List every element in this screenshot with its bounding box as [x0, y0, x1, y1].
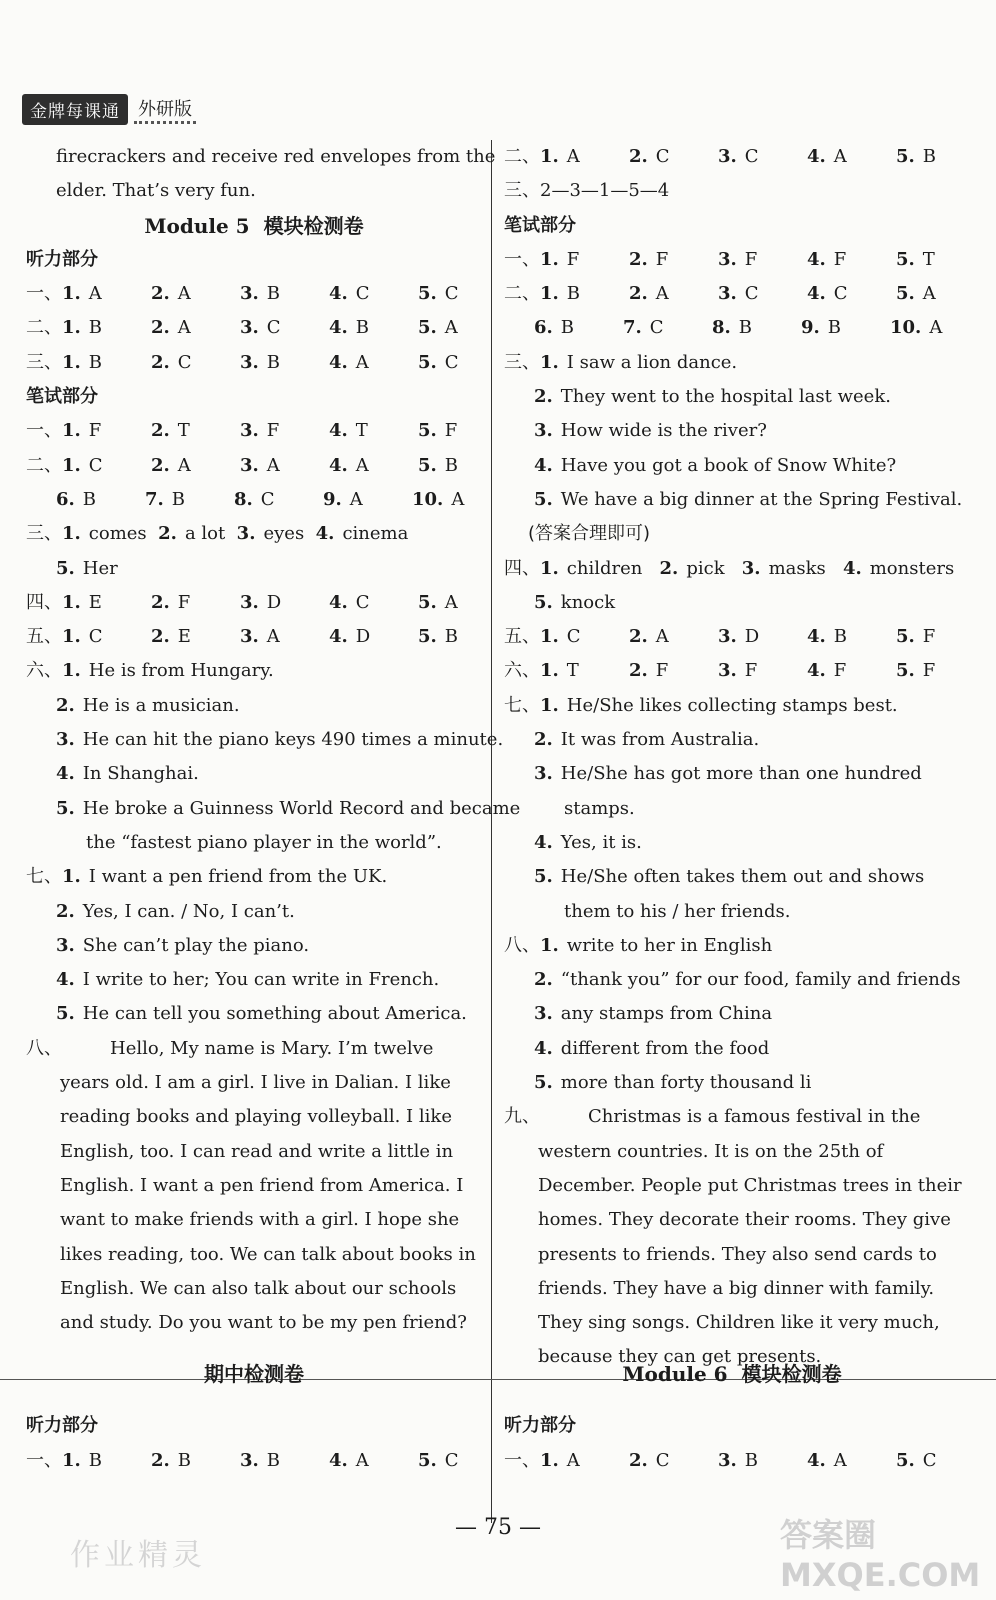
series-label: 金牌每课通 [22, 94, 128, 125]
listening-heading: 听力部分 [26, 1415, 98, 1437]
answer-row: 3. any stamps from China [534, 1003, 773, 1025]
answer-row: 5. He broke a Guinness World Record and became [56, 797, 521, 819]
essay-line: western countries. It is on the 25th of [538, 1140, 884, 1162]
written-heading: 笔试部分 [26, 386, 98, 408]
essay-line: homes. They decorate their rooms. They give [538, 1209, 951, 1231]
essay-line: and study. Do you want to be my pen friend? [60, 1312, 467, 1334]
answer-row: 3. How wide is the river? [534, 420, 767, 442]
midterm-title: 期中检测卷 [204, 1362, 304, 1386]
module6-section [504, 1362, 960, 1478]
essay-line: want to make friends with a girl. I hope she [60, 1209, 460, 1231]
answer-row: 一、1. B 2. B 3. B 4. A 5. C [26, 1449, 459, 1471]
answer-row: 2. “thank you” for our food, family and friends [534, 969, 961, 991]
intro-line-1: firecrackers and receive red envelopes from the [56, 146, 496, 167]
answer-continuation: them to his / her friends. [564, 900, 791, 922]
edition-label: 外研版 [134, 95, 196, 124]
answer-row: 4. I write to her; You can write in French. [56, 969, 440, 991]
answer-row: 一、1. A 2. C 3. B 4. A 5. C [504, 1449, 937, 1471]
listening-heading: 听力部分 [26, 248, 98, 270]
answer-row: 四、1. children 2. pick 3. masks 4. monsters [504, 557, 955, 579]
essay-line: presents to friends. They also send cards to [538, 1243, 937, 1265]
answer-row: 4. In Shanghai. [56, 763, 199, 785]
answer-row: 六、1. He is from Hungary. [26, 660, 274, 682]
answer-row: 八、1. write to her in English [504, 934, 773, 956]
answer-row: 二、1. C 2. A 3. A 4. A 5. B [26, 454, 459, 476]
answer-row: 5. Her [56, 557, 118, 579]
listening-heading: 听力部分 [504, 1415, 576, 1437]
answer-row: 三、2—3—1—5—4 [504, 180, 670, 202]
answer-row: 5. He can tell you something about America. [56, 1003, 467, 1025]
answer-row: 七、1. He/She likes collecting stamps best. [504, 694, 898, 716]
answer-row: 6. B 7. C 8. B 9. B 10. A [534, 317, 943, 339]
answer-row: 4. Yes, it is. [534, 831, 642, 853]
answer-row: 2. Yes, I can. / No, I can’t. [56, 900, 295, 922]
series-banner [22, 94, 196, 124]
intro-line-2: elder. That’s very fun. [56, 180, 256, 202]
answer-row: 三、1. I saw a lion dance. [504, 351, 738, 373]
answer-row: 6. B 7. B 8. C 9. A 10. A [56, 488, 465, 510]
essay-first-line: 八、 Hello, My name is Mary. I’m twelve [26, 1037, 434, 1059]
answer-row: 5. We have a big dinner at the Spring Festival. [534, 488, 963, 510]
answer-row: 二、1. B 2. A 3. C 4. B 5. A [26, 317, 458, 339]
answer-row: 5. knock [534, 591, 616, 613]
essay-line: because they can get presents. [538, 1346, 822, 1368]
essay-line: They sing songs. Children like it very much, [538, 1312, 940, 1334]
watermark-left: 作业精灵 [70, 1538, 206, 1573]
essay-line: likes reading, too. We can talk about books in [60, 1243, 476, 1265]
module6-title: Module 6 模块检测卷 [622, 1362, 842, 1386]
answer-row: 七、1. I want a pen friend from the UK. [26, 866, 388, 888]
answer-row: 4. different from the food [534, 1037, 770, 1059]
answer-row: 五、1. C 2. A 3. D 4. B 5. F [504, 626, 936, 648]
essay-line: English. We can also talk about our schools [60, 1277, 457, 1299]
essay-line: English, too. I can read and write a little in [60, 1140, 454, 1162]
answer-row: 2. He is a musician. [56, 694, 240, 716]
page-number: — 75 — [455, 1515, 541, 1540]
answer-continuation: the “fastest piano player in the world”. [86, 831, 442, 853]
essay-line: years old. I am a girl. I live in Dalian. I like [60, 1072, 451, 1094]
answer-note: (答案合理即可) [528, 523, 651, 545]
answer-row: 3. He can hit the piano keys 490 times a minute. [56, 729, 504, 751]
answer-row: 2. It was from Australia. [534, 729, 760, 751]
answer-row: 三、1. comes 2. a lot 3. eyes 4. cinema [26, 523, 409, 545]
answer-row: 5. He/She often takes them out and shows [534, 866, 925, 888]
answer-row: 六、1. T 2. F 3. F 4. F 5. F [504, 660, 936, 682]
midterm-section [26, 1362, 482, 1478]
answer-row: 三、1. B 2. C 3. B 4. A 5. C [26, 351, 459, 373]
essay-first-line: 九、 Christmas is a famous festival in the [504, 1106, 921, 1128]
answer-row: 五、1. C 2. E 3. A 4. D 5. B [26, 626, 459, 648]
right-column [504, 140, 963, 1375]
essay-line: reading books and playing volleyball. I like [60, 1106, 452, 1128]
answer-row: 二、1. A 2. C 3. C 4. A 5. B [504, 146, 937, 167]
essay-line: December. People put Christmas trees in their [538, 1174, 962, 1196]
answer-row: 一、1. A 2. A 3. B 4. C 5. C [26, 283, 459, 305]
answer-row: 5. more than forty thousand li [534, 1072, 812, 1094]
written-heading: 笔试部分 [504, 214, 576, 236]
watermark-right: 答案圈 MXQE.COM [780, 1516, 981, 1594]
answer-row: 2. They went to the hospital last week. [534, 386, 891, 408]
module5-title: Module 5 模块检测卷 [144, 213, 364, 238]
essay-line: friends. They have a big dinner with family. [538, 1277, 935, 1299]
answer-row: 二、1. B 2. A 3. C 4. C 5. A [504, 283, 936, 305]
answer-row: 3. He/She has got more than one hundred [534, 763, 922, 785]
essay-line: English. I want a pen friend from America. I [60, 1174, 464, 1196]
answer-row: 四、1. E 2. F 3. D 4. C 5. A [26, 591, 458, 613]
answer-row: 一、1. F 2. F 3. F 4. F 5. T [504, 248, 935, 270]
left-column [26, 140, 521, 1340]
answer-row: 4. Have you got a book of Snow White? [534, 454, 897, 476]
answer-row: 一、1. F 2. T 3. F 4. T 5. F [26, 420, 458, 442]
answer-row: 3. She can’t play the piano. [56, 934, 310, 956]
answer-continuation: stamps. [564, 797, 635, 819]
